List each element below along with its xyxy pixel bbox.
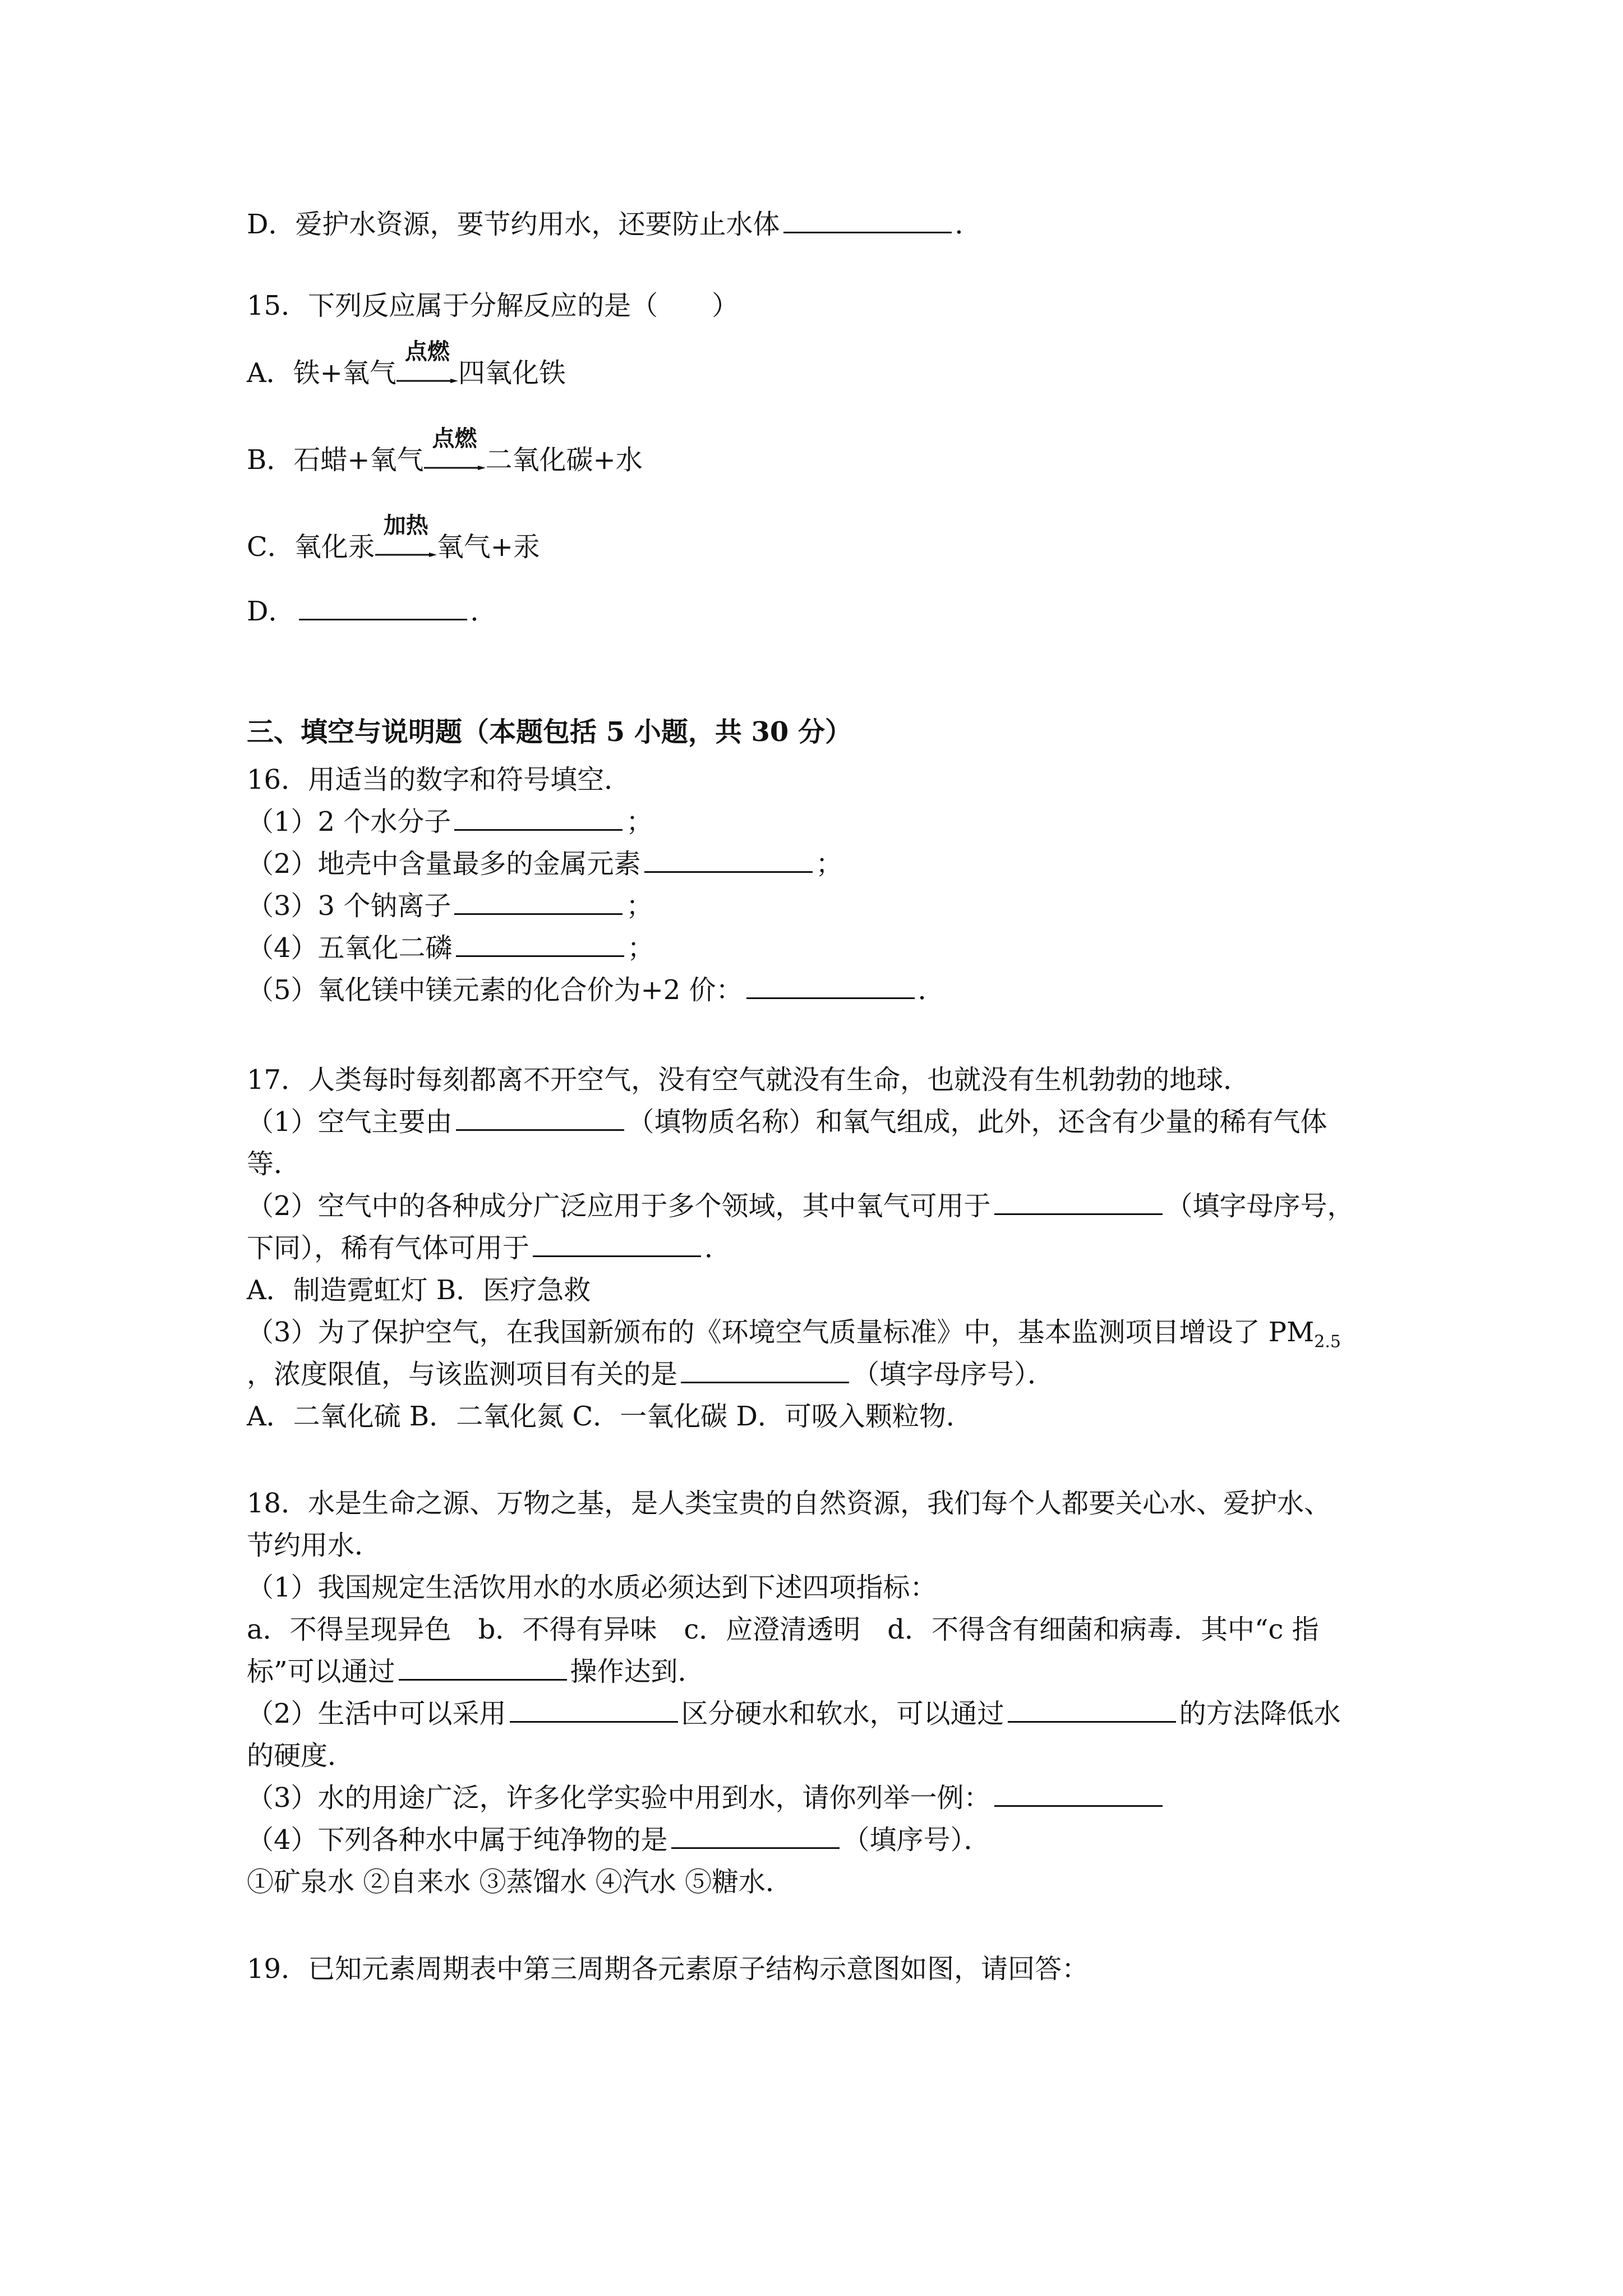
- q18-part-2-cont: 的硬度．: [247, 1740, 355, 1772]
- q18-part-3: [247, 1781, 1166, 1815]
- q18-p2-end: 的方法降低水: [1179, 1698, 1341, 1729]
- q17-p2-text: （2）空气中的各种成分广泛应用于多个领域，其中氧气可用于: [247, 1190, 991, 1222]
- q15-d-label: D．: [247, 596, 296, 627]
- q15-option-a: [247, 339, 566, 390]
- q18-part-4: [247, 1823, 991, 1857]
- reaction-arrow: [424, 426, 486, 477]
- q15-c-reactants: C．氧化汞: [247, 531, 375, 563]
- q15-option-d: [247, 595, 497, 628]
- q17-part-2-cont: [247, 1231, 731, 1265]
- arrow-icon: [375, 553, 437, 557]
- q16-item-4-text: （4）五氧化二磷: [247, 932, 453, 964]
- q18-part-4-options: ①矿泉水 ②自来水 ③蒸馏水 ④汽水 ⑤糖水．: [247, 1866, 793, 1898]
- q17-p1-text-after: （填物质名称）和氧气组成，此外，还含有少量的稀有气体: [627, 1106, 1327, 1138]
- reaction-arrow: [396, 339, 458, 390]
- q17-blank-1[interactable]: [456, 1107, 624, 1131]
- q16-blank-3[interactable]: [454, 891, 623, 915]
- q18-p2-text: （2）生活中可以采用: [247, 1698, 506, 1729]
- pm-subscript: 2.5: [1314, 1332, 1341, 1352]
- q18-p3-text: （3）水的用途广泛，许多化学实验中用到水，请你列举一例：: [247, 1782, 991, 1814]
- q17-blank-3[interactable]: [533, 1233, 701, 1257]
- q16-item-2-text: （2）地壳中含量最多的金属元素: [247, 848, 641, 880]
- q16-item-3-text: （3）3 个钠离子: [247, 890, 451, 922]
- q16-item-3-end: ；: [626, 890, 653, 922]
- q16-item-2-end: ；: [815, 848, 843, 880]
- arrow-icon: [396, 379, 458, 383]
- q18-blank-1[interactable]: [399, 1657, 567, 1681]
- q15-option-c: [247, 513, 540, 564]
- q16-item-5: [247, 973, 945, 1007]
- q16-item-2: [247, 847, 843, 881]
- q17-p3-text: （3）为了保护空气，在我国新颁布的《环境空气质量标准》中，基本监测项目增设了 PM: [247, 1317, 1315, 1348]
- q18-p4-end: （填序号）．: [842, 1824, 991, 1856]
- q14-d-text: D．爱护水资源，要节约用水，还要防止水体: [247, 209, 780, 240]
- q17-part-2-options: A．制造霓虹灯 B．医疗急救: [247, 1274, 591, 1306]
- q18-p1-end: 操作达到．: [570, 1656, 705, 1687]
- q16-blank-2[interactable]: [644, 849, 813, 873]
- q16-blank-1[interactable]: [454, 807, 623, 831]
- q16-item-5-text: （5）氧化镁中镁元素的化合价为+2 价：: [247, 974, 743, 1006]
- q15-option-b: [247, 426, 643, 477]
- q18-part-1: （1）我国规定生活饮用水的水质必须达到下述四项指标：: [247, 1572, 937, 1603]
- q17-part-3-options: A．二氧化硫 B．二氧化氮 C．一氧化碳 D．可吸入颗粒物．: [247, 1401, 973, 1432]
- section3-title: 三、填空与说明题（本题包括 5 小题，共 30 分）: [247, 716, 852, 748]
- q16-item-1: [247, 805, 653, 839]
- q19-stem: 19．已知元素周期表中第三周期各元素原子结构示意图如图，请回答：: [247, 1953, 1089, 1985]
- q15-b-products: 二氧化碳+水: [485, 444, 643, 476]
- arrow-icon: [424, 466, 486, 470]
- q18-p2-mid: 区分硬水和软水，可以通过: [681, 1698, 1004, 1729]
- q17-p1-text: （1）空气主要由: [247, 1106, 453, 1138]
- q17-p2-end: ．: [704, 1232, 732, 1264]
- q17-p3-end: （填字母序号）．: [852, 1359, 1055, 1390]
- q17-p3-cont-text: ，浓度限值，与该监测项目有关的是: [247, 1359, 678, 1390]
- q14-d-end: ．: [955, 209, 982, 240]
- q18-blank-4[interactable]: [994, 1783, 1163, 1807]
- reaction-condition: 点燃: [404, 339, 450, 365]
- q18-part-2: [247, 1697, 1341, 1731]
- q15-c-products: 氧气+汞: [436, 531, 540, 563]
- q15-b-reactants: B．石蜡+氧气: [247, 444, 424, 476]
- q15-d-blank[interactable]: [299, 596, 467, 620]
- q16-stem: 16．用适当的数字和符号填空．: [247, 764, 631, 795]
- q14-option-d: [247, 208, 982, 241]
- q16-blank-5[interactable]: [746, 975, 915, 999]
- q17-part-3: [247, 1315, 1341, 1359]
- q17-p2-text-after: （填字母序号，: [1165, 1190, 1354, 1222]
- q14-d-blank[interactable]: [783, 209, 952, 233]
- q17-part-2: [247, 1189, 1354, 1223]
- q18-blank-2[interactable]: [510, 1699, 678, 1723]
- q16-item-4-end: ；: [627, 932, 654, 964]
- q18-p4-text: （4）下列各种水中属于纯净物的是: [247, 1824, 668, 1856]
- q16-item-1-end: ；: [626, 806, 653, 838]
- q18-blank-3[interactable]: [1008, 1699, 1176, 1723]
- q17-part-1-cont: 等．: [247, 1148, 301, 1180]
- q17-blank-4[interactable]: [681, 1359, 849, 1383]
- q15-a-products: 四氧化铁: [458, 357, 566, 389]
- reaction-condition: 点燃: [432, 426, 477, 452]
- q18-blank-5[interactable]: [671, 1825, 840, 1849]
- q18-part-1-cont: [247, 1655, 705, 1688]
- q15-stem: 15．下列反应属于分解反应的是（ ）: [247, 290, 739, 321]
- q16-blank-4[interactable]: [456, 933, 624, 957]
- q17-stem: 17．人类每时每刻都离不开空气，没有空气就没有生命，也就没有生机勃勃的地球．: [247, 1064, 1251, 1096]
- q16-item-5-end: ．: [917, 974, 945, 1006]
- q18-part-1-options: a．不得呈现异色 b．不得有异味 c．应澄清透明 d．不得含有细菌和病毒．其中“c 指: [247, 1614, 1319, 1645]
- q18-stem-cont: 节约用水．: [247, 1530, 382, 1561]
- q18-p1-cont-text: 标”可以通过: [247, 1656, 395, 1687]
- q18-stem: 18．水是生命之源、万物之基，是人类宝贵的自然资源，我们每个人都要关心水、爱护水、: [247, 1488, 1331, 1519]
- q17-part-3-cont: [247, 1358, 1054, 1391]
- reaction-condition: 加热: [383, 513, 428, 539]
- q16-item-3: [247, 889, 653, 923]
- q15-a-reactants: A．铁+氧气: [247, 357, 396, 389]
- q16-item-4: [247, 931, 654, 965]
- q15-d-end: ．: [470, 596, 497, 627]
- reaction-arrow: [375, 513, 437, 564]
- q17-part-1: [247, 1105, 1327, 1139]
- q16-item-1-text: （1）2 个水分子: [247, 806, 451, 838]
- q17-p2-cont-text: 下同），稀有气体可用于: [247, 1232, 530, 1264]
- q17-blank-2[interactable]: [994, 1191, 1163, 1215]
